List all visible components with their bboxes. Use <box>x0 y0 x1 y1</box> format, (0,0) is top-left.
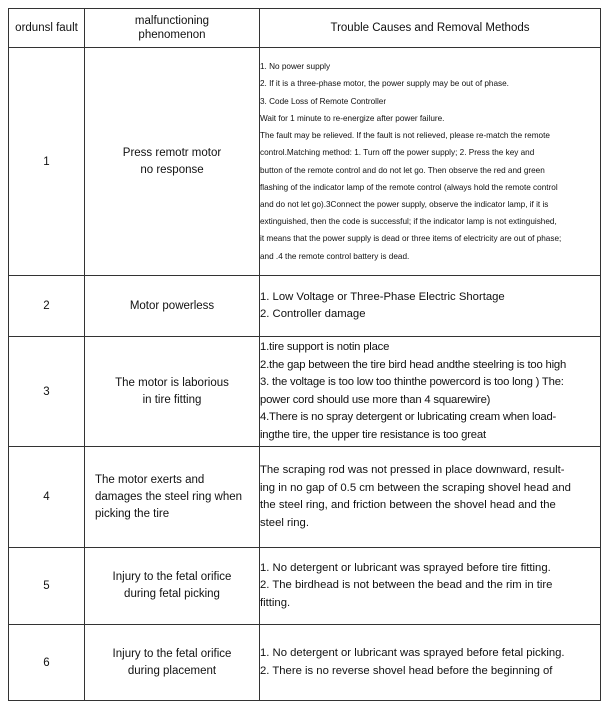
causes-cell <box>260 276 601 337</box>
cause-line: and .4 the remote control battery is dead. <box>260 251 410 261</box>
cause-line: steel ring. <box>260 516 309 529</box>
cause-line: 1. No detergent or lubricant was sprayed before fetal picking. <box>260 647 565 659</box>
cause-line: button of the remote control and do not let go. Then observe the red and green <box>260 165 545 175</box>
cause-line: 4.There is no spray detergent or lubricating cream when load- <box>260 411 557 423</box>
cause-line: 2. Controller damage <box>260 308 366 320</box>
fault-number: 4 <box>9 447 85 548</box>
cause-line: ingthe tire, the upper tire resistance is too great <box>260 428 486 441</box>
phenomenon-line: during fetal picking <box>124 588 220 600</box>
header-fault-number: ordunsl fault <box>9 9 85 48</box>
cause-line: 2. The birdhead is not between the bead and the rim in tire <box>260 579 553 592</box>
causes-cell <box>260 337 601 447</box>
phenomenon-cell <box>85 276 260 337</box>
fault-number: 6 <box>9 625 85 701</box>
cause-line: ing in no gap of 0.5 cm between the scraping shovel head and <box>260 481 571 494</box>
phenomenon-cell <box>85 48 260 276</box>
phenomenon-line: The motor is laborious <box>115 376 229 389</box>
causes-cell <box>260 48 601 276</box>
cause-line: 1. No power supply <box>260 62 331 72</box>
cause-line: control.Matching method: 1. Turn off the power supply; 2. Press the key and <box>260 148 535 158</box>
cause-line: 2. There is no reverse shovel head before the beginning of <box>260 664 553 677</box>
table-row <box>9 548 601 625</box>
table-row <box>9 447 601 548</box>
cause-line: extinguished, then the code is successful; if the indicator lamp is not extinguished, <box>260 217 557 227</box>
fault-number: 3 <box>9 337 85 447</box>
table-row <box>9 337 601 447</box>
cause-line: 2.the gap between the tire bird head andthe steelring is too high <box>260 358 567 371</box>
phenomenon-line: damages the steel ring when <box>95 490 243 503</box>
fault-number: 5 <box>9 548 85 625</box>
cause-line: 1. No detergent or lubricant was sprayed before tire fitting. <box>260 561 551 574</box>
phenomenon-line: during placement <box>127 664 217 677</box>
cause-line: power cord should use more than 4 squarewire) <box>260 393 491 406</box>
cause-line: the steel ring, and friction between the shovel head and the <box>260 499 556 511</box>
cause-line: 1.tire support is notin place <box>260 341 390 353</box>
cause-line: 3. the voltage is too low too thinthe powercord is too long ) The: <box>260 376 564 388</box>
fault-number: 2 <box>9 276 85 337</box>
cause-line: fitting. <box>260 596 291 609</box>
cause-line: The scraping rod was not pressed in place downward, result- <box>260 464 565 476</box>
fault-number: 1 <box>9 48 85 276</box>
troubleshooting-table <box>8 8 601 701</box>
table-row <box>9 276 601 337</box>
cause-line: The fault may be relieved. If the fault is not relieved, please re-match the remote <box>260 131 550 141</box>
phenomenon-line: Injury to the fetal orifice <box>112 647 232 660</box>
phenomenon-cell <box>85 548 260 625</box>
phenomenon-line: Press remotr motor <box>122 146 222 159</box>
header-phenomenon-line: malfunctioning <box>134 15 210 27</box>
header-row <box>9 9 601 48</box>
cause-line: 2. If it is a three-phase motor, the power supply may be out of phase. <box>260 79 509 89</box>
cause-line: 3. Code Loss of Remote Controller <box>260 96 387 106</box>
phenomenon-line: picking the tire <box>95 507 170 520</box>
cause-line: it means that the power supply is dead or three items of electricity are out of phase; <box>260 234 562 244</box>
causes-cell <box>260 447 601 548</box>
phenomenon-line: Motor powerless <box>129 299 215 312</box>
table-row <box>9 48 601 276</box>
phenomenon-cell <box>85 625 260 701</box>
phenomenon-cell <box>85 337 260 447</box>
phenomenon-line: Injury to the fetal orifice <box>112 571 232 583</box>
cause-line: flashing of the indicator lamp of the remote control (always hold the remote control <box>260 182 558 192</box>
header-phenomenon <box>85 9 260 48</box>
header-phenomenon-line: phenomenon <box>138 29 206 41</box>
phenomenon-line: no response <box>140 163 204 176</box>
phenomenon-line: The motor exerts and <box>95 473 205 486</box>
causes-cell <box>260 548 601 625</box>
phenomenon-cell <box>85 447 260 548</box>
cause-line: 1. Low Voltage or Three-Phase Electric Shortage <box>260 290 505 303</box>
table-row <box>9 625 601 701</box>
cause-line: and do not let go).3Connect the power supply, observe the indicator lamp, if it is <box>260 199 549 209</box>
cause-line: Wait for 1 minute to re-energize after power failure. <box>260 113 445 123</box>
phenomenon-line: in tire fitting <box>142 393 202 406</box>
header-causes: Trouble Causes and Removal Methods <box>260 9 601 48</box>
causes-cell <box>260 625 601 701</box>
